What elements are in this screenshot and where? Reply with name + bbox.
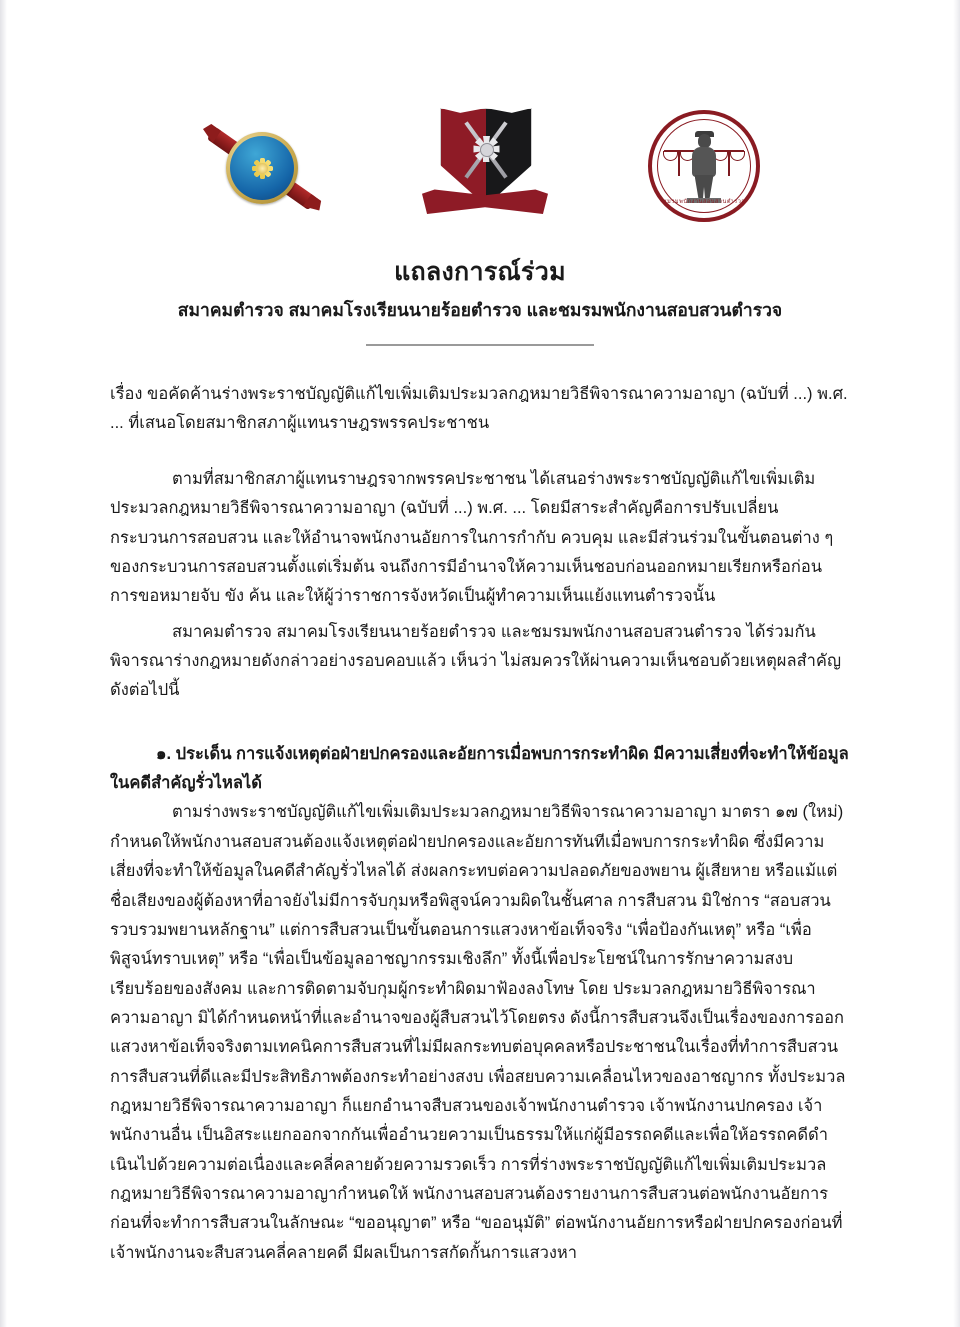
scales-of-justice-icon-right	[714, 142, 744, 176]
police-association-emblem-icon	[188, 108, 338, 230]
seal-ring-label: ชมรมพนักงานสอบสวนตำรวจ	[662, 199, 746, 205]
page-subtitle: สมาคมตำรวจ สมาคมโรงเรียนนายร้อยตำรวจ และชมรมพนักงานสอบสวนตำรวจ	[177, 299, 783, 320]
issue-1-heading: ๑. ประเด็น การแจ้งเหตุต่อฝ่ายปกครองและอัยการเมื่อพบการกระทำผิด มีความเสี่ยงที่จะทำให้ข้อมูลในคดีสำคัญรั่วไหลได้	[110, 744, 849, 793]
emblem-blue-disc	[230, 136, 294, 200]
page-title: แถลงการณ์ร่วม	[394, 258, 566, 286]
paragraph-1: ตามที่สมาชิกสภาผู้แทนราษฎรจากพรรคประชาชน ได้เสนอร่างพระราชบัญญัติแก้ไขเพิ่มเติมประมวลกฎหมายวิธีพิจารณาความอาญา (ฉบับที่ ...) พ.ศ. ... โดยมีสาระสำคัญคือการปรับเปลี่ยนกระบวนการสอบสวน และให้อำนาจพนักงานอัยการในการกำกับ ควบคุม และมีส่วนร่วมในขั้นตอนต่าง ๆ ของกระบวนการสอบสวนตั้งแต่เริ่มต้น จนถึงการมีอำนาจให้ความเห็นชอบก่อนออกหมายเรียกหรือก่อนการขอหมายจับ ขัง ค้น และให้ผู้ว่าราชการจังหวัดเป็นผู้ทำความเห็นแย้งแทนตำรวจนั้น	[110, 469, 834, 606]
shield-shape	[440, 108, 532, 206]
issue-1-body: ตามร่างพระราชบัญญัติแก้ไขเพิ่มเติมประมวลกฎหมายวิธีพิจารณาความอาญา มาตรา ๑๗ (ใหม่) กำหนดให้พนักงานสอบสวนต้องแจ้งเหตุต่อฝ่ายปกครองและอัยการทันทีเมื่อพบการกระทำผิด ซึ่งมีความเสี่ยงที่จะทำให้ข้อมูลในคดีสำคัญรั่วไหลได้ ส่งผลกระทบต่อความปลอดภัยของพยาน ผู้เสียหาย หรือแม้แต่ชื่อเสียงของผู้ต้องหาที่อาจยังไม่มีการจับกุมหรือพิสูจน์ความผิดในชั้นศาล การสืบสวน มิใช่การ “สอบสวนรวบรวมพยานหลักฐาน” แต่การสืบสวนเป็นขั้นตอนการแสวงหาข้อเท็จจริง “เพื่อป้องกันเหตุ” หรือ “เพื่อพิสูจน์ทราบเหตุ” หรือ “เพื่อเป็นข้อมูลอาชญากรรมเชิงลึก” ทั้งนี้เพื่อประโยชน์ในการรักษาความสงบเรียบร้อยของสังคม และการติดตามจับกุมผู้กระทำผิดมาฟ้องลงโทษ โดย ประมวลกฎหมายวิธีพิจารณาความอาญา มิได้กำหนดหน้าที่และอำนาจของผู้สืบสวนไว้โดยตรง ดังนี้การสืบสวนจึงเป็นเรื่องของการออกแสวงหาข้อเท็จจริงตามเทคนิคการสืบสวนที่ไม่มีผลกระทบต่อบุคคลหรือประชาชนในเรื่องที่ทำการสืบสวน การสืบสวนที่ดีและมีประสิทธิภาพต้องกระทำอย่างสงบ เพื่อสยบความเคลื่อนไหวของอาชญากร ทั้งประมวลกฎหมายวิธีพิจารณาความอาญา ก็แยกอำนาจสืบสวนของเจ้าพนักงานตำรวจ เจ้าพนักงานปกครอง เจ้าพนักงานอื่น เป็นอิสระแยกออกจากกันเพื่ออำนวยความเป็นธรรมให้แก่ผู้มีอรรถคดีและเพื่อให้อรรถคดีดำเนินไปด้วยความต่อเนื่องและคลี่คลายด้วยความรวดเร็ว การที่ร่างพระราชบัญญัติแก้ไขเพิ่มเติมประมวลกฎหมายวิธีพิจารณาความอาญากำหนดให้ พนักงานสอบสวนต้องรายงานการสืบสวนต่อพนักงานอัยการก่อนที่จะทำการสืบสวนในลักษณะ “ขออนุญาต” หรือ “ขออนุมัติ” ต่อพนักงานอัยการหรือฝ่ายปกครองก่อนที่เจ้าพนักงานจะสืบสวนคลี่คลายคดี มีผลเป็นการสกัดกั้นการแสวงหา	[110, 803, 846, 1262]
compass-star-icon	[460, 123, 512, 175]
scales-of-justice-icon-left	[664, 142, 694, 176]
compass-hub	[480, 143, 494, 157]
title-divider	[366, 344, 594, 346]
emblem-center-dot	[257, 163, 268, 174]
police-investigators-club-seal-icon	[632, 108, 772, 230]
police-officer-statue-icon	[690, 134, 718, 200]
document-body	[110, 380, 850, 1268]
emblem-gold-rim	[226, 132, 298, 204]
paragraph-2: สมาคมตำรวจ สมาคมโรงเรียนนายร้อยตำรวจ และชมรมพนักงานสอบสวนตำรวจ ได้ร่วมกันพิจารณาร่างกฎหมายดังกล่าวอย่างรอบคอบแล้ว เห็นว่า ไม่สมควรให้ผ่านความเห็นชอบด้วยเหตุผลสำคัญดังต่อไปนี้	[110, 622, 842, 700]
police-cadet-academy-shield-icon	[420, 104, 550, 230]
subject-line: เรื่อง ขอคัดค้านร่างพระราชบัญญัติแก้ไขเพิ่มเติมประมวลกฎหมายวิธีพิจารณาความอาญา (ฉบับที่ ...) พ.ศ. ... ที่เสนอโดยสมาชิกสภาผู้แทนราษฎรพรรคประชาชน	[110, 385, 848, 433]
seal-ring	[648, 110, 760, 222]
logo-row	[110, 100, 850, 230]
